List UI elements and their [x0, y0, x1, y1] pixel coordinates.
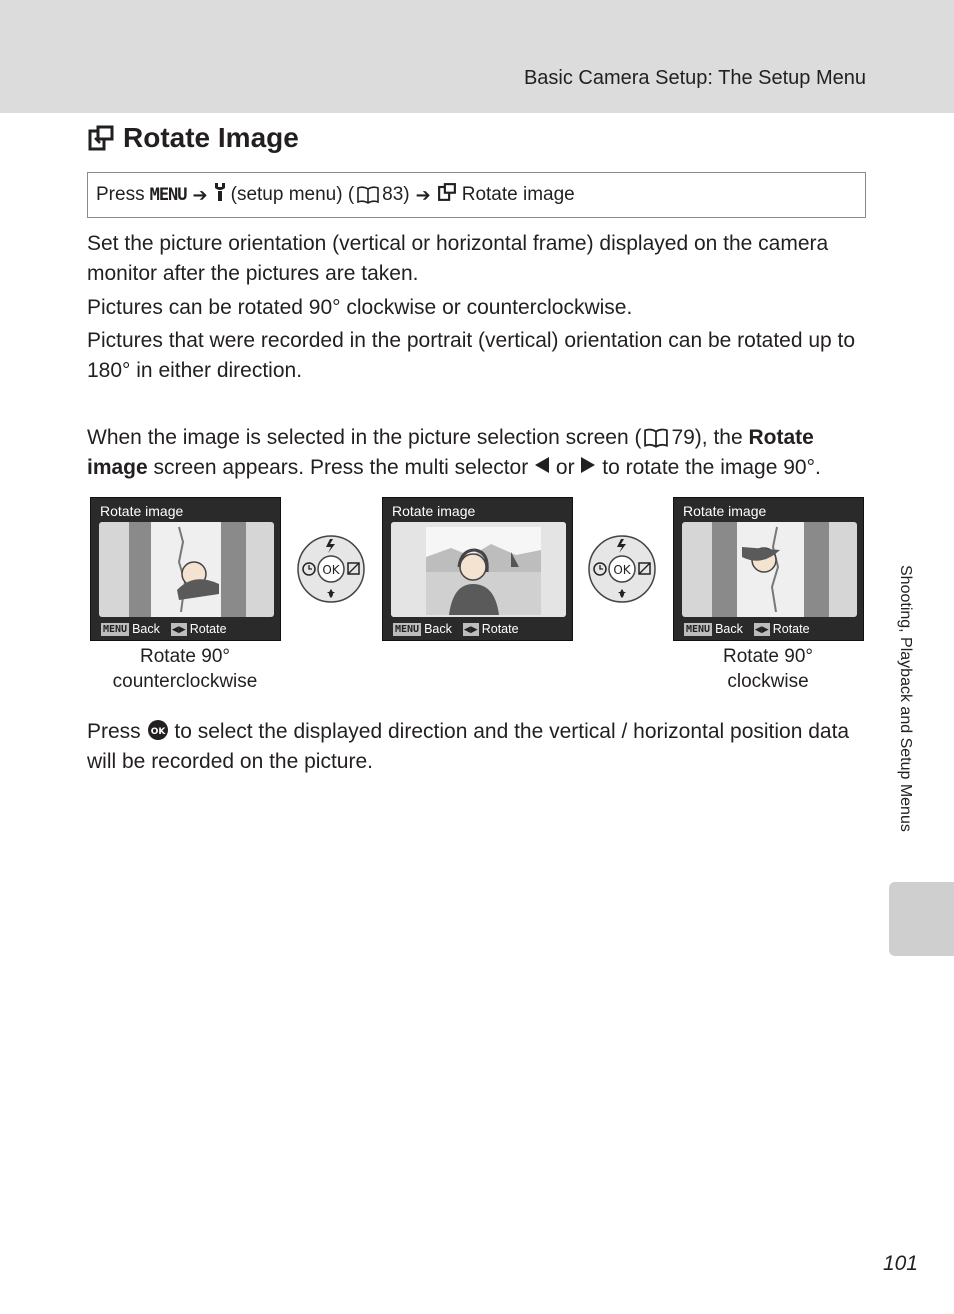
left-right-icon: ◀▶	[754, 623, 769, 634]
menu-tag: MENU	[103, 623, 128, 635]
menu-tag: MENU	[395, 623, 420, 635]
caption-line: counterclockwise	[112, 671, 258, 692]
rotate-image-icon	[437, 182, 457, 208]
page-number: 101	[882, 1252, 918, 1275]
section-tab	[889, 882, 954, 956]
rotated-photo-cw	[682, 522, 857, 617]
p4-text-b: screen appears. Press the multi selector	[153, 456, 529, 479]
body-paragraph-5	[87, 717, 867, 777]
ok-button-icon	[147, 720, 169, 743]
svg-text:OK: OK	[150, 727, 165, 737]
triangle-left-icon	[534, 456, 550, 479]
screen-title: Rotate image	[683, 503, 767, 519]
menu-button-label: MENU	[149, 185, 187, 205]
rotate-label: Rotate	[481, 622, 519, 636]
rotate-image-icon	[87, 124, 115, 152]
body-paragraph-1: Set the picture orientation (vertical or horizontal frame) displayed on the camera monitor after the pictures are taken.	[87, 232, 829, 285]
book-reference-icon	[357, 186, 379, 204]
p5-text-b: to select the displayed direction and the vertical / horizontal position data will be recorded on the picture.	[87, 720, 850, 773]
caption-line: Rotate 90°	[140, 646, 230, 667]
rotated-photo-ccw	[99, 522, 274, 617]
nav-page-ref: 83)	[382, 184, 410, 205]
arrow-right-icon: ➔	[415, 184, 431, 205]
header-band	[0, 0, 954, 113]
multi-selector-icon	[587, 534, 657, 604]
body-paragraph-2: Pictures can be rotated 90° clockwise or counterclockwise.	[87, 296, 633, 319]
multi-selector-icon	[296, 534, 366, 604]
screen-footer	[684, 622, 810, 636]
screen-title: Rotate image	[100, 503, 184, 519]
screen-title: Rotate image	[392, 503, 476, 519]
section-title-text: Rotate Image	[123, 122, 299, 153]
svg-text:OK: OK	[322, 563, 340, 577]
triangle-right-icon	[580, 456, 596, 479]
side-section-label: Shooting, Playback and Setup Menus	[897, 565, 914, 832]
svg-text:OK: OK	[613, 563, 631, 577]
section-title	[87, 122, 299, 154]
back-label: Back	[715, 622, 743, 636]
caption-line: clockwise	[727, 671, 809, 692]
caption-line: Rotate 90°	[723, 646, 813, 667]
caption-counterclockwise	[75, 644, 295, 694]
back-label: Back	[132, 622, 160, 636]
body-paragraph-3: Pictures that were recorded in the portrait (vertical) orientation can be rotated up to 180° in either direction.	[87, 329, 856, 382]
left-right-icon: ◀▶	[171, 623, 186, 634]
nav-press: Press	[96, 184, 145, 205]
back-label: Back	[424, 622, 452, 636]
rotate-label: Rotate	[189, 622, 227, 636]
p4-or: or	[555, 456, 575, 479]
camera-screen-cw	[673, 497, 864, 641]
p4-page-ref: 79), the	[671, 426, 743, 449]
wrench-icon	[214, 182, 226, 208]
rotate-label: Rotate	[772, 622, 810, 636]
menu-path-box	[87, 172, 866, 218]
p4-text-a: When the image is selected in the picture selection screen (	[87, 426, 642, 449]
nav-target: Rotate image	[461, 184, 575, 205]
running-header: Basic Camera Setup: The Setup Menu	[523, 67, 866, 89]
nav-setup-menu: (setup menu) (	[230, 184, 355, 205]
menu-tag: MENU	[686, 623, 711, 635]
p5-text-a: Press	[87, 720, 141, 743]
screen-footer	[393, 622, 519, 636]
screen-footer	[101, 622, 227, 636]
camera-screen-ccw	[90, 497, 281, 641]
camera-screen-original	[382, 497, 573, 641]
caption-clockwise	[658, 644, 878, 694]
arrow-right-icon: ➔	[192, 184, 208, 205]
left-right-icon: ◀▶	[463, 623, 478, 634]
p4-text-c: to rotate the image 90°.	[602, 456, 821, 479]
body-paragraph-4	[87, 423, 867, 483]
p4-bold-term: Rotate image	[87, 426, 814, 479]
original-photo	[391, 522, 566, 617]
book-reference-icon	[644, 428, 668, 448]
